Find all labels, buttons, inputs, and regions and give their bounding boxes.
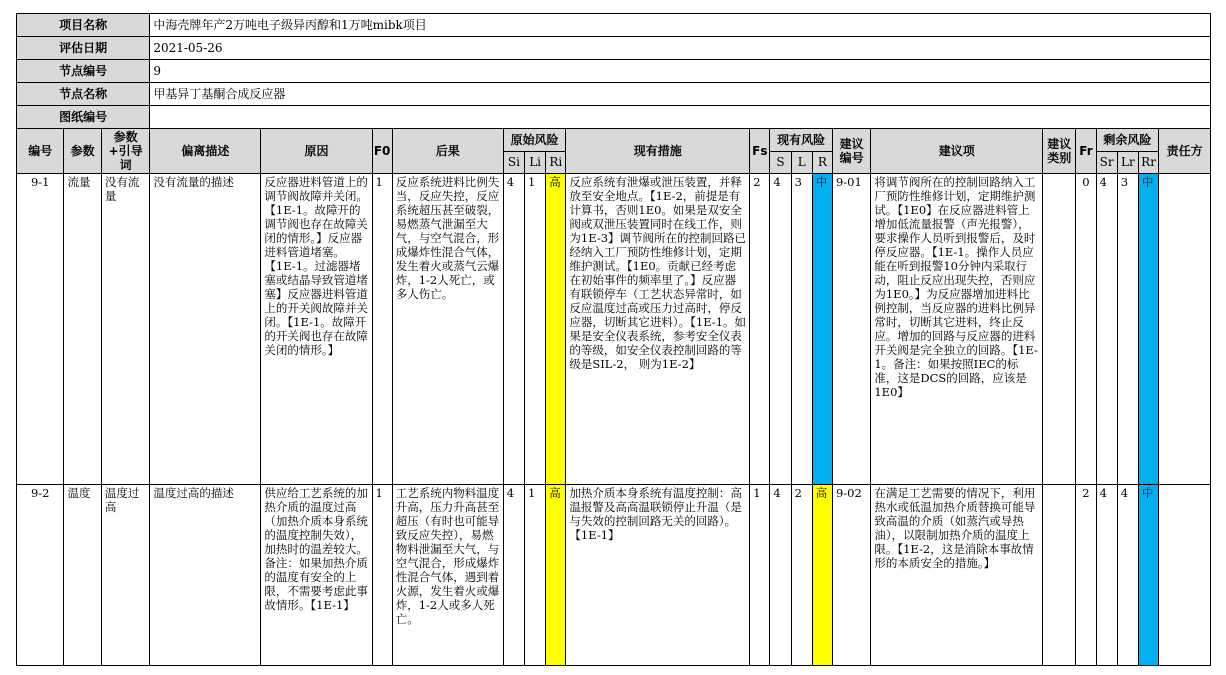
col-header-rec: 建议项: [871, 129, 1043, 174]
cell-guideword: 温度过高: [101, 485, 150, 666]
col-header-id: 编号: [17, 129, 64, 174]
cell-li: 1: [525, 485, 546, 666]
cell-lr: 4: [1117, 485, 1138, 666]
col-header-f0: F0: [372, 129, 392, 174]
table-row: [17, 485, 1211, 666]
cell-param: 流量: [64, 174, 101, 485]
cell-rec-type: [1043, 174, 1076, 485]
cell-s: 4: [770, 485, 791, 666]
cell-owner: [1159, 174, 1211, 485]
cell-deviation: 没有流量的描述: [150, 174, 261, 485]
cell-fr: 2: [1076, 485, 1096, 666]
cell-si: 4: [503, 174, 524, 485]
cell-sr: 4: [1096, 485, 1117, 666]
cell-param: 温度: [64, 485, 101, 666]
cell-rec: 在满足工艺需要的情况下，利用热水或低温加热介质替换可能导致高温的介质（如蒸汽或导热油），以限制加热介质的温度上限。【1E-2，这是消除本事故情形的本质安全的措施。】: [871, 485, 1043, 666]
meta-value: [150, 106, 1211, 129]
col-header-rec-type: 建议类别: [1043, 129, 1076, 174]
cell-id: 9-1: [17, 174, 64, 485]
col-header-s: S: [770, 151, 791, 174]
col-header-rr: Rr: [1138, 151, 1158, 174]
cell-s: 4: [770, 174, 791, 485]
cell-lr: 3: [1117, 174, 1138, 485]
cell-measures: 加热介质本身系统有温度控制：高温报警及高高温联锁停止升温（是与失效的控制回路无关的回路）。【1E-1】: [566, 485, 750, 666]
meta-row-node-no: [17, 60, 1211, 83]
cell-consequence: 反应系统进料比例失当，反应失控，反应系统超压甚至破裂，易燃蒸气泄漏至大气，与空气混合，形成爆炸性混合气体，发生着火或蒸气云爆炸，1-2人死亡，或多人伤亡。: [392, 174, 503, 485]
cell-si: 4: [503, 485, 524, 666]
col-header-li: Li: [525, 151, 546, 174]
cell-cause: 供应给工艺系统的加热介质的温度过高（加热介质本身系统的温度控制失效），加热时的温差较大。备注：如果加热介质的温度有安全的上限，不需要考虑此事故情形。【1E-1】: [261, 485, 372, 666]
meta-label: 项目名称: [17, 14, 150, 37]
cell-consequence: 工艺系统内物料温度升高，压力升高甚至超压（有时也可能导致反应失控），易燃物料泄漏至大气，与空气混合，形成爆炸性混合气体，遇到着火源，发生着火或爆炸，1-2人或多人死亡。: [392, 485, 503, 666]
cell-rec: 将调节阀所在的控制回路纳入工厂预防性维修计划，定期维护测试。【1E0】在反应器进料管上增加低流量报警（声光报警），要求操作人员听到报警后，及时停反应器。【1E-1。操作人员应能在听到报警10分钟内采取行动，阻止反应出现失控，否则应为1E0。】为反应器增加进料比例控制，当反应器的进料比例异常时，切断其它进料，终止反应。增加的回路与反应器的进料开关阀是完全独立的回路。【1E-1。备注：如果按照IEC的标准，这是DCS的回路，应该是1E0】: [871, 174, 1043, 485]
col-header-guideword: 参数+引导词: [101, 129, 150, 174]
col-header-si: Si: [503, 151, 524, 174]
col-header-owner: 责任方: [1159, 129, 1211, 174]
col-header-ri: Ri: [546, 151, 566, 174]
cell-cause: 反应器进料管道上的调节阀故障并关闭。【1E-1。故障开的调节阀也存在故障关闭的情形。】反应器进料管道堵塞。【1E-1。过滤器堵塞或结晶导致管道堵塞】反应器进料管道上的开关阀故障并关闭。【1E-1。故障开的开关阀也存在故障关闭的情形。】: [261, 174, 372, 485]
cell-guideword: 没有流量: [101, 174, 150, 485]
meta-value: 9: [150, 60, 1211, 83]
col-header-r: R: [812, 151, 832, 174]
meta-label: 评估日期: [17, 37, 150, 60]
cell-r: 中: [812, 174, 832, 485]
col-header-fs: Fs: [750, 129, 770, 174]
meta-value: 中海壳牌年产2万吨电子级异丙醇和1万吨mibk项目: [150, 14, 1211, 37]
cell-rr: 中: [1138, 485, 1158, 666]
cell-fs: 2: [750, 174, 770, 485]
col-header-lr: Lr: [1117, 151, 1138, 174]
cell-fs: 1: [750, 485, 770, 666]
cell-l: 2: [791, 485, 812, 666]
cell-fr: 0: [1076, 174, 1096, 485]
table-row: [17, 174, 1211, 485]
cell-ri: 高: [546, 174, 566, 485]
cell-owner: [1159, 485, 1211, 666]
cell-r: 高: [812, 485, 832, 666]
meta-row-drawing: [17, 106, 1211, 129]
cell-f0: 1: [372, 485, 392, 666]
col-header-res-risk: 剩余风险: [1096, 129, 1159, 152]
meta-label: 节点名称: [17, 83, 150, 106]
header-row-1: [17, 129, 1211, 152]
meta-row-date: [17, 37, 1211, 60]
col-header-cause: 原因: [261, 129, 372, 174]
col-header-measures: 现有措施: [566, 129, 750, 174]
col-header-deviation: 偏离描述: [150, 129, 261, 174]
cell-sr: 4: [1096, 174, 1117, 485]
meta-label: 图纸编号: [17, 106, 150, 129]
col-header-param: 参数: [64, 129, 101, 174]
cell-measures: 反应系统有泄爆或泄压装置，并释放至安全地点。【1E-2，前提是有计算书，否则1E0。如果是双安全阀或双泄压装置同时在线工作，则为1E-3】调节阀所在的控制回路已经纳入工厂预防性维修计划，定期维护测试。【1E0。贡献已经考虑在初始事件的频率里了。】反应器有联锁停车（工艺状态异常时，如反应温度过高或压力过高时，停反应器，切断其它进料）。【1E-1。如果是安全仪表系统，参考安全仪表的等级，如安全仪表控制回路的等级是SIL-2， 则为1E-2】: [566, 174, 750, 485]
hazop-worksheet: [16, 13, 1211, 666]
cell-f0: 1: [372, 174, 392, 485]
col-header-consequence: 后果: [392, 129, 503, 174]
cell-rec-type: [1043, 485, 1076, 666]
meta-value: 甲基异丁基酮合成反应器: [150, 83, 1211, 106]
cell-li: 1: [525, 174, 546, 485]
cell-rec-no: 9-02: [832, 485, 870, 666]
cell-id: 9-2: [17, 485, 64, 666]
cell-deviation: 温度过高的描述: [150, 485, 261, 666]
col-header-l: L: [791, 151, 812, 174]
col-header-orig-risk: 原始风险: [503, 129, 566, 152]
col-header-rec-no: 建议编号: [832, 129, 870, 174]
cell-ri: 高: [546, 485, 566, 666]
meta-value: 2021-05-26: [150, 37, 1211, 60]
cell-rr: 中: [1138, 174, 1158, 485]
cell-l: 3: [791, 174, 812, 485]
cell-rec-no: 9-01: [832, 174, 870, 485]
meta-label: 节点编号: [17, 60, 150, 83]
hazop-table: [16, 13, 1211, 666]
col-header-curr-risk: 现有风险: [770, 129, 833, 152]
col-header-sr: Sr: [1096, 151, 1117, 174]
meta-row-project: [17, 14, 1211, 37]
meta-row-node-name: [17, 83, 1211, 106]
col-header-fr: Fr: [1076, 129, 1096, 174]
